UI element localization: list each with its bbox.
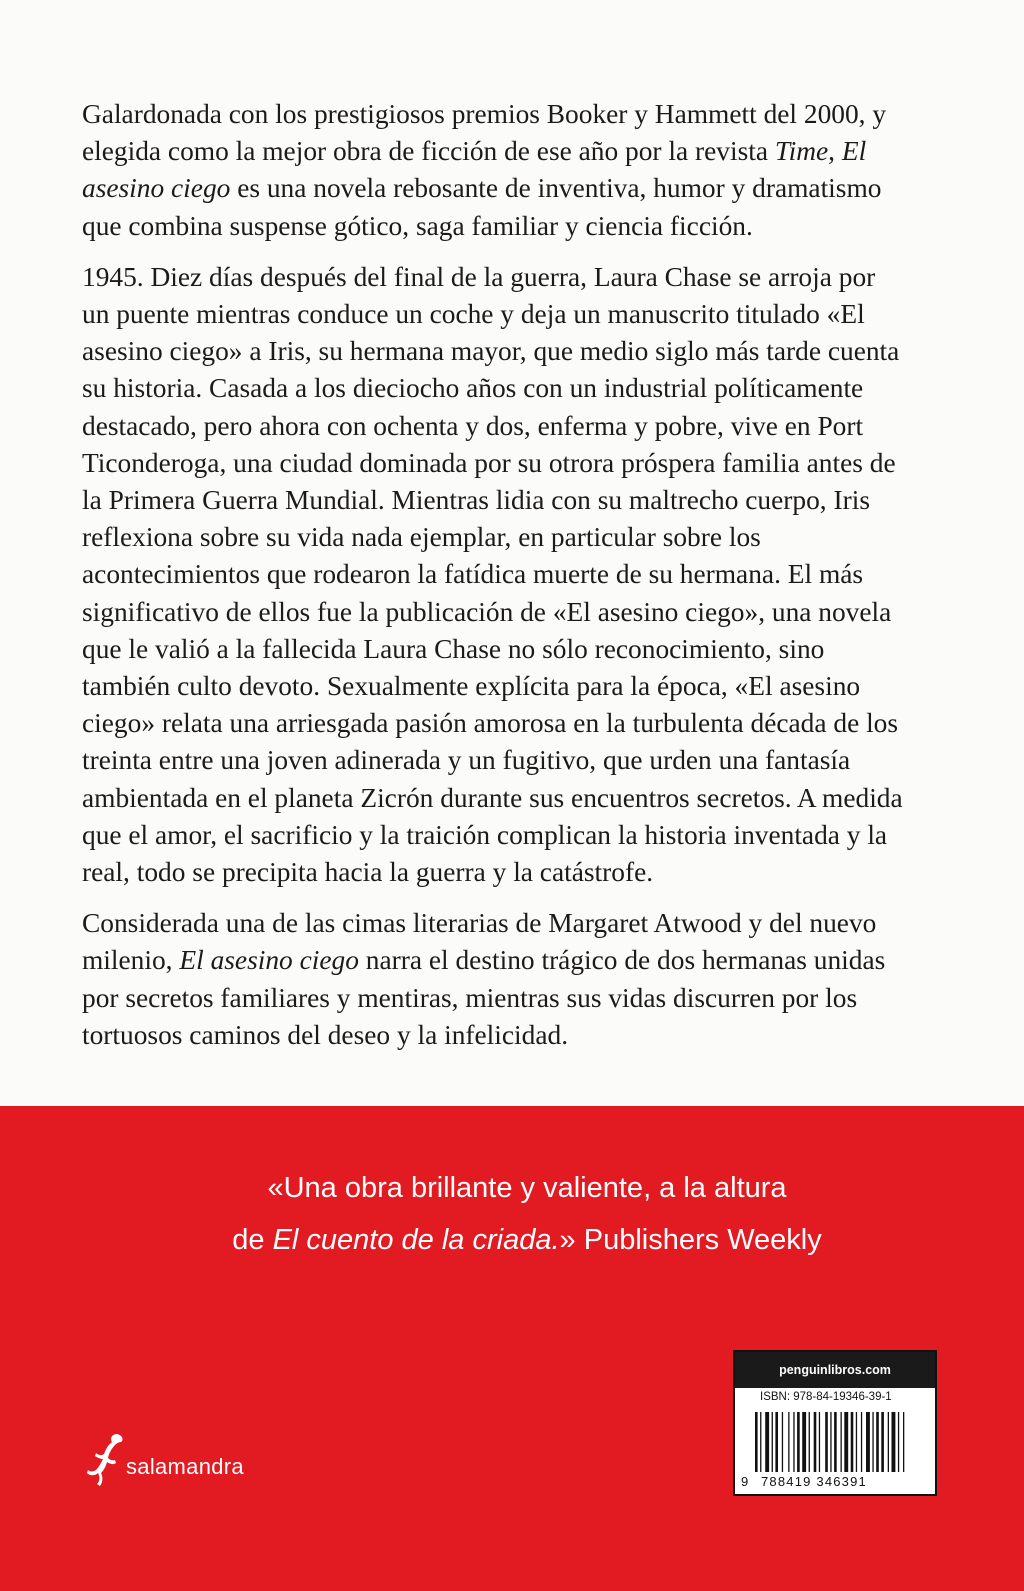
- barcode-digits: 788419 346391: [761, 1474, 867, 1489]
- blurb-paragraph-3: [82, 905, 908, 1054]
- barcode-block: [733, 1350, 937, 1496]
- blurb-p1-text-c: ,: [828, 136, 842, 167]
- review-quote: [0, 1162, 1024, 1266]
- quote-line-2: [0, 1214, 1024, 1266]
- blurb-p3-text-c: narra el destino trágico de dos hermanas unidas por secretos familiares y mentiras, mientras sus vidas discurren por los tortuosos caminos del deseo y la infelicidad.: [82, 945, 886, 1050]
- blurb-text: [82, 96, 908, 1068]
- salamander-icon: [86, 1430, 130, 1488]
- book-title: El asesino ciego: [82, 136, 867, 204]
- publisher-website: penguinlibros.com: [735, 1352, 935, 1388]
- book-title: El asesino ciego: [179, 945, 359, 976]
- blurb-p3-text-a: Considerada una de las cimas literarias de Margaret Atwood y del nuevo milenio,: [82, 908, 877, 976]
- quote-line-1: «Una obra brillante y valiente, a la altura: [267, 1172, 787, 1204]
- publisher-name: salamandra: [126, 1454, 244, 1479]
- blurb-p1-text-e: es una novela rebosante de inventiva, humor y dramatismo que combina suspense gótico, saga familiar y ciencia ficción.: [82, 173, 882, 241]
- quote-attribution: » Publishers Weekly: [559, 1224, 822, 1256]
- quote-line-2-pre: de: [232, 1224, 273, 1256]
- blurb-paragraph-2: 1945. Diez días después del final de la guerra, Laura Chase se arroja por un puente mientras conduce un coche y deja un manuscrito titulado «El asesino ciego» a Iris, su hermana mayor, que medio siglo más tarde cuenta su historia. Casada a los dieciocho años con un industrial políticamente destacado, pero ahora con ochenta y dos, enferma y pobre, vive en Port Ticonderoga, una ciudad dominada por su otrora próspera familia antes de la Primera Guerra Mundial. Mientras lidia con su maltrecho cuerpo, Iris reflexiona sobre su vida nada ejemplar, en particular sobre los acontecimientos que rodearon la fatídica muerte de su hermana. El más significativo de ellos fue la publicación de «El asesino ciego», una novela que le valió a la fallecida Laura Chase no sólo reconocimiento, sino también culto devoto. Sexualmente explícita para la época, «El asesino ciego» relata una arriesgada pasión amorosa en la turbulenta década de los treinta entre una joven adinerada y un fugitivo, que urden una fantasía ambientada en el planeta Zicrón durante sus encuentros secretos. A medida que el amor, el sacrificio y la traición complican la historia inventada y la real, todo se precipita hacia la guerra y la catástrofe.: [82, 261, 903, 888]
- blurb-paragraph-1: [82, 96, 908, 245]
- blurb-p1-text-a: Galardonada con los prestigiosos premios Booker y Hammett del 2000, y elegida como la mejor obra de ficción de ese año por la revista: [82, 99, 887, 167]
- barcode-icon: [735, 1412, 935, 1474]
- publisher-logo: [86, 1430, 244, 1488]
- quoted-book-title: El cuento de la criada.: [272, 1224, 560, 1256]
- magazine-title: Time: [774, 136, 829, 167]
- isbn-label: ISBN: 978-84-19346-39-1: [760, 1391, 892, 1403]
- barcode-first-digit: 9: [741, 1474, 749, 1489]
